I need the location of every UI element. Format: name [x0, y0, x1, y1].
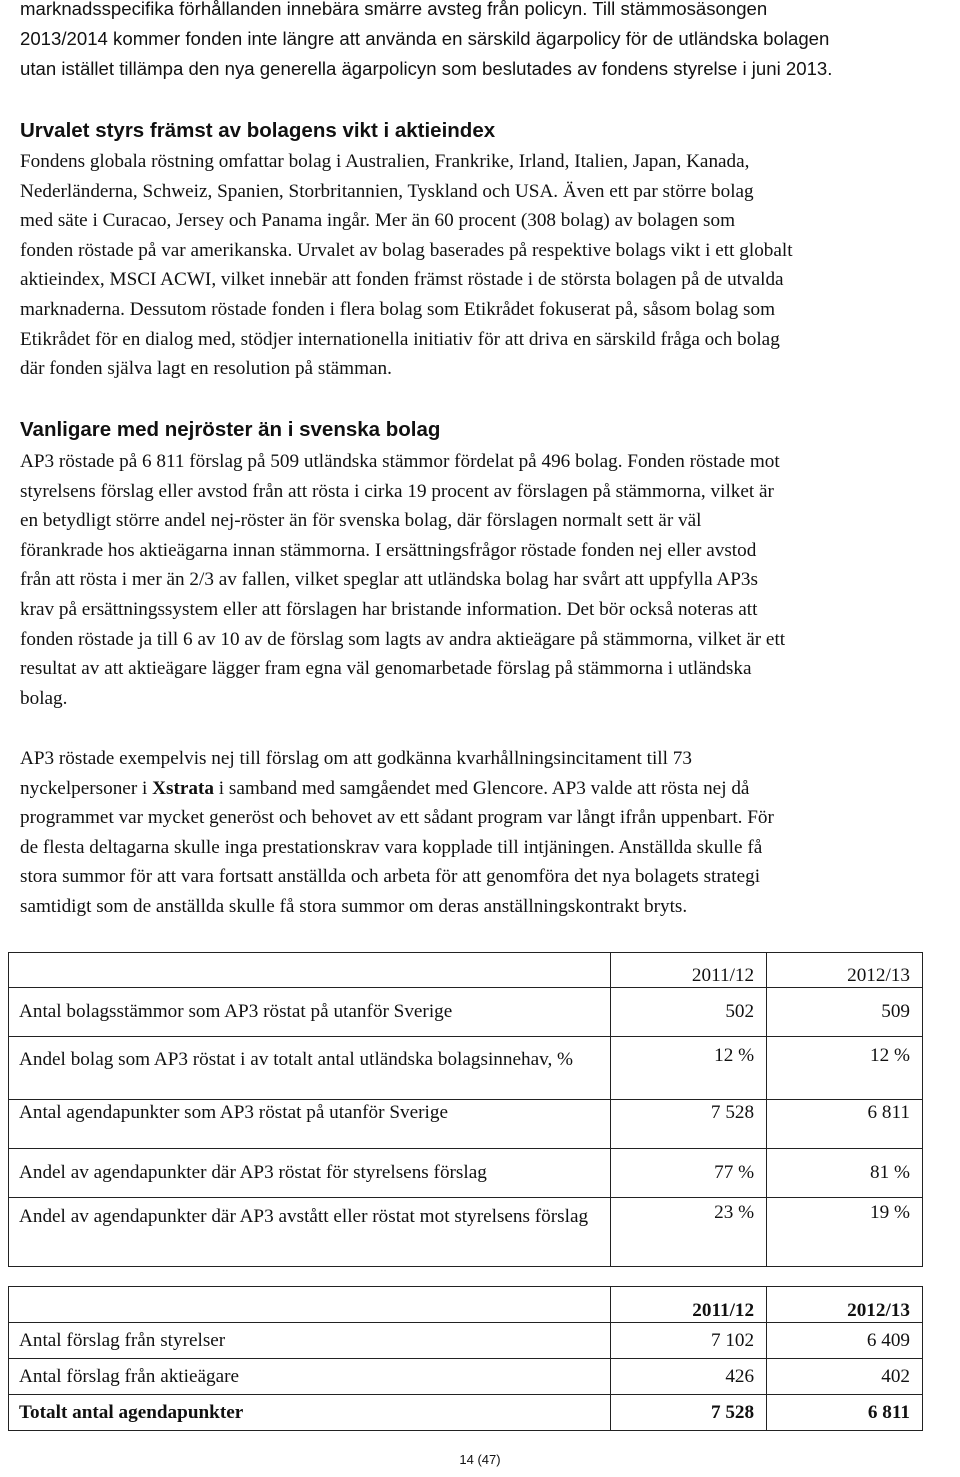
text-line: de flesta deltagarna skulle inga prestationskrav vara kopplade till intjäningen. Anställda skulle få	[20, 836, 763, 858]
text-line: 2013/2014 kommer fonden inte längre att använda en särskild ägarpolicy för de utländska bolagen	[20, 28, 830, 49]
table-row	[9, 1198, 923, 1267]
text-line: förankrade hos aktieägarna innan stämmorna. I ersättningsfrågor röstade fonden nej eller avstod	[20, 539, 757, 561]
section-heading: Urvalet styrs främst av bolagens vikt i aktieindex	[20, 119, 496, 142]
table-total-row	[9, 1395, 923, 1431]
table-cell: 6 409	[767, 1323, 923, 1359]
table-header-cell: 2012/13	[767, 1287, 923, 1323]
table-cell: Antal agendapunkter som AP3 röstat på utanför Sverige	[9, 1100, 611, 1149]
text-line: utan istället tillämpa den nya generella ägarpolicyn som beslutades av fondens styrelse i juni 2013.	[20, 58, 833, 79]
table-cell: 7 102	[611, 1323, 767, 1359]
table-cell: Antal bolagsstämmor som AP3 röstat på utanför Sverige	[9, 988, 611, 1037]
text-line: styrelsens förslag eller avstod från att rösta i cirka 19 procent av förslagen på stämmorna, vilket är	[20, 480, 774, 502]
table-row	[9, 1149, 923, 1198]
table-header-row	[9, 953, 923, 988]
table-cell: 509	[767, 988, 923, 1037]
table-cell: 23 %	[611, 1198, 767, 1267]
text-line: samtidigt som de anställda skulle få stora summor om deras anställningskontrakt bryts.	[20, 895, 688, 917]
text-line: resultat av att aktieägare lägger fram egna väl genomarbetade förslag på stämmorna i utländska	[20, 658, 752, 680]
table-cell: Totalt antal agendapunkter	[9, 1395, 611, 1431]
table-row	[9, 988, 923, 1037]
table-cell: 19 %	[767, 1198, 923, 1267]
table-cell: 81 %	[767, 1149, 923, 1198]
text-line: krav på ersättningssystem eller att förslagen har bristande information. Det bör också noteras att	[20, 598, 758, 620]
table-cell: 502	[611, 988, 767, 1037]
text-line: bolag.	[20, 687, 68, 709]
table-cell: Andel av agendapunkter där AP3 avstått eller röstat mot styrelsens förslag	[9, 1198, 611, 1267]
text-line: med säte i Curacao, Jersey och Panama ingår. Mer än 60 procent (308 bolag) av bolagen som	[20, 210, 736, 232]
voting-statistics-table	[8, 952, 923, 1267]
text-line: stora summor för att vara fortsatt anställda och arbeta för att genomföra det nya bolagets strategi	[20, 866, 761, 888]
table-cell: 402	[767, 1359, 923, 1395]
table-cell: Andel bolag som AP3 röstat i av totalt antal utländska bolagsinnehav, %	[9, 1037, 611, 1100]
table-cell: Andel av agendapunkter där AP3 röstat för styrelsens förslag	[9, 1149, 611, 1198]
section-paragraph	[20, 147, 955, 384]
intro-paragraph	[20, 0, 955, 84]
text-line	[20, 774, 955, 804]
table-cell: Antal förslag från styrelser	[9, 1323, 611, 1359]
table-cell: 6 811	[767, 1395, 923, 1431]
text-line: fonden röstade på var amerikanska. Urvalet av bolag baserades på respektive bolags vikt i ett globalt	[20, 239, 793, 261]
text-fragment: nyckelpersoner i	[20, 777, 153, 799]
table-row	[9, 1100, 923, 1149]
table-cell: 7 528	[611, 1100, 767, 1149]
text-line: marknadsspecifika förhållanden innebära smärre avsteg från policyn. Till stämmosäsongen	[20, 0, 768, 19]
text-line: marknaderna. Dessutom röstade fonden i flera bolag som Etikrådet fokuserat på, såsom bolag som	[20, 298, 776, 320]
table-header-cell	[9, 1287, 611, 1323]
table-header-cell: 2011/12	[611, 1287, 767, 1323]
company-name: Xstrata	[152, 777, 214, 799]
table-cell: 7 528	[611, 1395, 767, 1431]
text-line: programmet var mycket generöst och behovet av ett sådant program var långt ifrån uppenbart. För	[20, 807, 774, 829]
section-paragraph	[20, 744, 955, 922]
text-line: AP3 röstade exempelvis nej till förslag om att godkänna kvarhållningsincitament till 73	[20, 748, 692, 769]
section-heading: Vanligare med nejröster än i svenska bolag	[20, 418, 441, 441]
table-cell: 6 811	[767, 1100, 923, 1149]
text-line: Etikrådet för en dialog med, stödjer internationella initiativ för att driva en särskild fråga och bolag	[20, 328, 780, 350]
text-fragment: i samband med samgåendet med Glencore. AP3 valde att rösta nej då	[213, 777, 750, 799]
table-header-cell	[9, 953, 611, 988]
text-line: AP3 röstade på 6 811 förslag på 509 utländska stämmor fördelat på 496 bolag. Fonden röstade mot	[20, 451, 780, 472]
table-cell: 12 %	[767, 1037, 923, 1100]
text-line: där fonden själva lagt en resolution på stämman.	[20, 358, 392, 380]
table-cell: 12 %	[611, 1037, 767, 1100]
text-line: aktieindex, MSCI ACWI, vilket innebär att fonden främst röstade i de största bolagen på de utvalda	[20, 269, 784, 291]
text-line: från att rösta i mer än 2/3 av fallen, vilket speglar att utländska bolag har svårt att uppfylla AP3s	[20, 569, 758, 591]
table-cell: 77 %	[611, 1149, 767, 1198]
table-header-cell: 2012/13	[767, 953, 923, 988]
text-line: fonden röstade ja till 6 av 10 av de förslag som lagts av andra aktieägare på stämmorna, vilket är ett	[20, 628, 786, 650]
table-header-row	[9, 1287, 923, 1323]
text-line: Fondens globala röstning omfattar bolag i Australien, Frankrike, Irland, Italien, Japan, Kanada,	[20, 151, 750, 172]
text-line: en betydligt större andel nej-röster än för svenska bolag, där förslagen normalt sett är väl	[20, 510, 702, 532]
page-number: 14 (47)	[459, 1452, 501, 1467]
section-paragraph	[20, 447, 955, 713]
text-line: Nederländerna, Schweiz, Spanien, Storbritannien, Tyskland och USA. Även ett par större bolag	[20, 180, 754, 202]
table-row	[9, 1323, 923, 1359]
agenda-items-table	[8, 1286, 923, 1431]
table-row	[9, 1037, 923, 1100]
table-cell: Antal förslag från aktieägare	[9, 1359, 611, 1395]
table-row	[9, 1359, 923, 1395]
table-cell: 426	[611, 1359, 767, 1395]
table-header-cell: 2011/12	[611, 953, 767, 988]
